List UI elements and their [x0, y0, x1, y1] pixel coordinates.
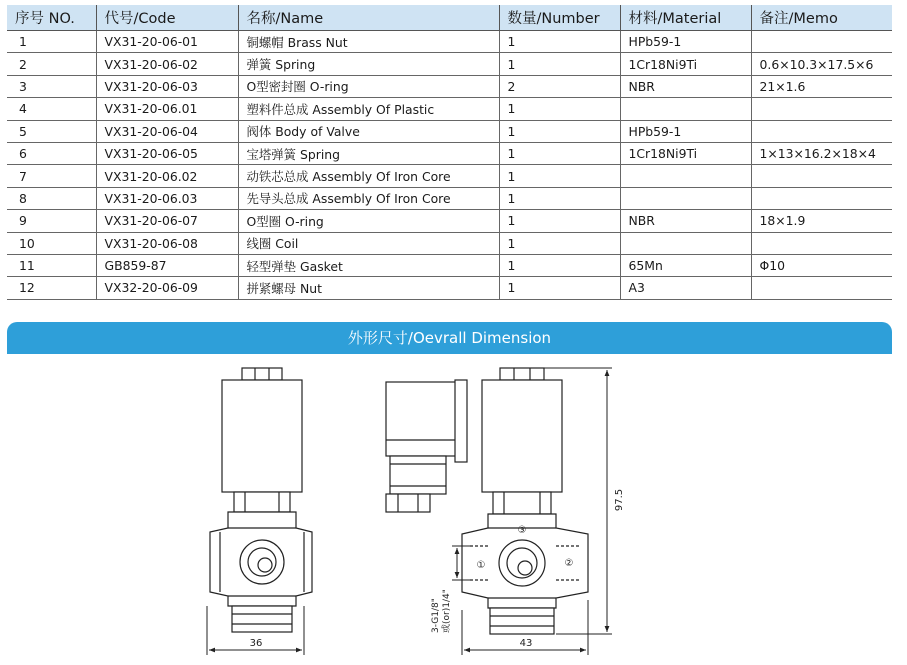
front-coil [222, 380, 302, 492]
name-cell: 线圈 Coil [238, 232, 499, 254]
code-cell: VX31-20-06.01 [96, 98, 238, 120]
column-header: 名称/Name [238, 5, 499, 31]
side-bottom-nut [490, 608, 554, 634]
no-cell: 4 [7, 98, 96, 120]
number-cell: 1 [499, 31, 620, 53]
name-cell: O型密封圈 O-ring [238, 75, 499, 97]
number-cell: 1 [499, 277, 620, 299]
side-stem [493, 492, 551, 514]
table-header [7, 5, 892, 31]
code-cell: VX31-20-06-02 [96, 53, 238, 75]
width-side-label: 43 [519, 638, 533, 649]
name-cell: 宝塔弹簧 Spring [238, 142, 499, 164]
name-cell: 铜螺帽 Brass Nut [238, 31, 499, 53]
table-row [7, 98, 892, 120]
code-cell: VX31-20-06-03 [96, 75, 238, 97]
memo-cell [751, 120, 892, 142]
table-row [7, 142, 892, 164]
port-1-label: ① [476, 560, 486, 571]
number-cell: 1 [499, 98, 620, 120]
name-cell: 动铁芯总成 Assembly Of Iron Core [238, 165, 499, 187]
code-cell: VX31-20-06.02 [96, 165, 238, 187]
table-row [7, 53, 892, 75]
material-cell: HPb59-1 [620, 120, 751, 142]
table-row [7, 187, 892, 209]
table-row [7, 165, 892, 187]
number-cell: 1 [499, 120, 620, 142]
number-cell: 1 [499, 165, 620, 187]
memo-cell: 1×13×16.2×18×4 [751, 142, 892, 164]
memo-cell [751, 98, 892, 120]
memo-cell: 0.6×10.3×17.5×6 [751, 53, 892, 75]
material-cell: 1Cr18Ni9Ti [620, 53, 751, 75]
code-cell: VX31-20-06-08 [96, 232, 238, 254]
material-cell [620, 98, 751, 120]
material-cell: HPb59-1 [620, 31, 751, 53]
connector-gland [390, 456, 446, 494]
side-top-nut [500, 368, 544, 380]
no-cell: 1 [7, 31, 96, 53]
code-cell: VX32-20-06-09 [96, 277, 238, 299]
table-row [7, 210, 892, 232]
code-cell: VX31-20-06.03 [96, 187, 238, 209]
dimension-drawing [0, 356, 907, 665]
connector-nut [386, 494, 430, 512]
no-cell: 8 [7, 187, 96, 209]
no-cell: 7 [7, 165, 96, 187]
side-plug-blade [455, 380, 467, 462]
table-row [7, 120, 892, 142]
front-bottom-nut [232, 606, 292, 632]
memo-cell [751, 31, 892, 53]
name-cell: 轻型弹垫 Gasket [238, 254, 499, 276]
no-cell: 11 [7, 254, 96, 276]
material-cell: NBR [620, 75, 751, 97]
thread-spec-line1: 3-G1/8" [431, 598, 441, 633]
name-cell: 塑料件总成 Assembly Of Plastic [238, 98, 499, 120]
memo-cell [751, 187, 892, 209]
no-cell: 6 [7, 142, 96, 164]
no-cell: 12 [7, 277, 96, 299]
memo-cell [751, 165, 892, 187]
code-cell: VX31-20-06-07 [96, 210, 238, 232]
number-cell: 1 [499, 187, 620, 209]
table-row [7, 31, 892, 53]
name-cell: O型圈 O-ring [238, 210, 499, 232]
number-cell: 1 [499, 142, 620, 164]
material-cell: 65Mn [620, 254, 751, 276]
height-label: 97.5 [614, 488, 625, 512]
column-header: 代号/Code [96, 5, 238, 31]
column-header: 备注/Memo [751, 5, 892, 31]
memo-cell [751, 277, 892, 299]
no-cell: 2 [7, 53, 96, 75]
material-cell [620, 165, 751, 187]
side-view [386, 368, 588, 634]
table-body [7, 31, 892, 300]
header-row [7, 5, 892, 31]
code-cell: VX31-20-06-05 [96, 142, 238, 164]
code-cell: VX31-20-06-04 [96, 120, 238, 142]
name-cell: 阀体 Body of Valve [238, 120, 499, 142]
front-top-nut [242, 368, 282, 380]
code-cell: VX31-20-06-01 [96, 31, 238, 53]
code-cell: GB859-87 [96, 254, 238, 276]
name-cell: 先导头总成 Assembly Of Iron Core [238, 187, 499, 209]
column-header: 序号 NO. [7, 5, 96, 31]
material-cell: 1Cr18Ni9Ti [620, 142, 751, 164]
no-cell: 3 [7, 75, 96, 97]
number-cell: 1 [499, 210, 620, 232]
memo-cell [751, 232, 892, 254]
width-front-label: 36 [249, 638, 263, 649]
material-cell: A3 [620, 277, 751, 299]
parts-table [7, 5, 892, 300]
material-cell: NBR [620, 210, 751, 232]
no-cell: 9 [7, 210, 96, 232]
table-row [7, 277, 892, 299]
name-cell: 弹簧 Spring [238, 53, 499, 75]
memo-cell: Φ10 [751, 254, 892, 276]
material-cell [620, 187, 751, 209]
number-cell: 1 [499, 53, 620, 75]
port-2-label: ② [564, 558, 574, 569]
table-row [7, 254, 892, 276]
connector-cap [386, 382, 462, 456]
front-stem [234, 492, 290, 512]
table-row [7, 232, 892, 254]
number-cell: 1 [499, 254, 620, 276]
thread-spec-line2: 或(or)1/4" [442, 589, 452, 633]
name-cell: 拼紧螺母 Nut [238, 277, 499, 299]
no-cell: 5 [7, 120, 96, 142]
column-header: 数量/Number [499, 5, 620, 31]
front-view [210, 368, 312, 632]
port-3-label: ③ [517, 525, 527, 536]
number-cell: 2 [499, 75, 620, 97]
memo-cell: 18×1.9 [751, 210, 892, 232]
memo-cell: 21×1.6 [751, 75, 892, 97]
column-header: 材料/Material [620, 5, 751, 31]
no-cell: 10 [7, 232, 96, 254]
material-cell [620, 232, 751, 254]
side-coil [482, 380, 562, 492]
number-cell: 1 [499, 232, 620, 254]
dimension-banner: 外形尺寸/Oevrall Dimension [7, 322, 892, 354]
table-row [7, 75, 892, 97]
